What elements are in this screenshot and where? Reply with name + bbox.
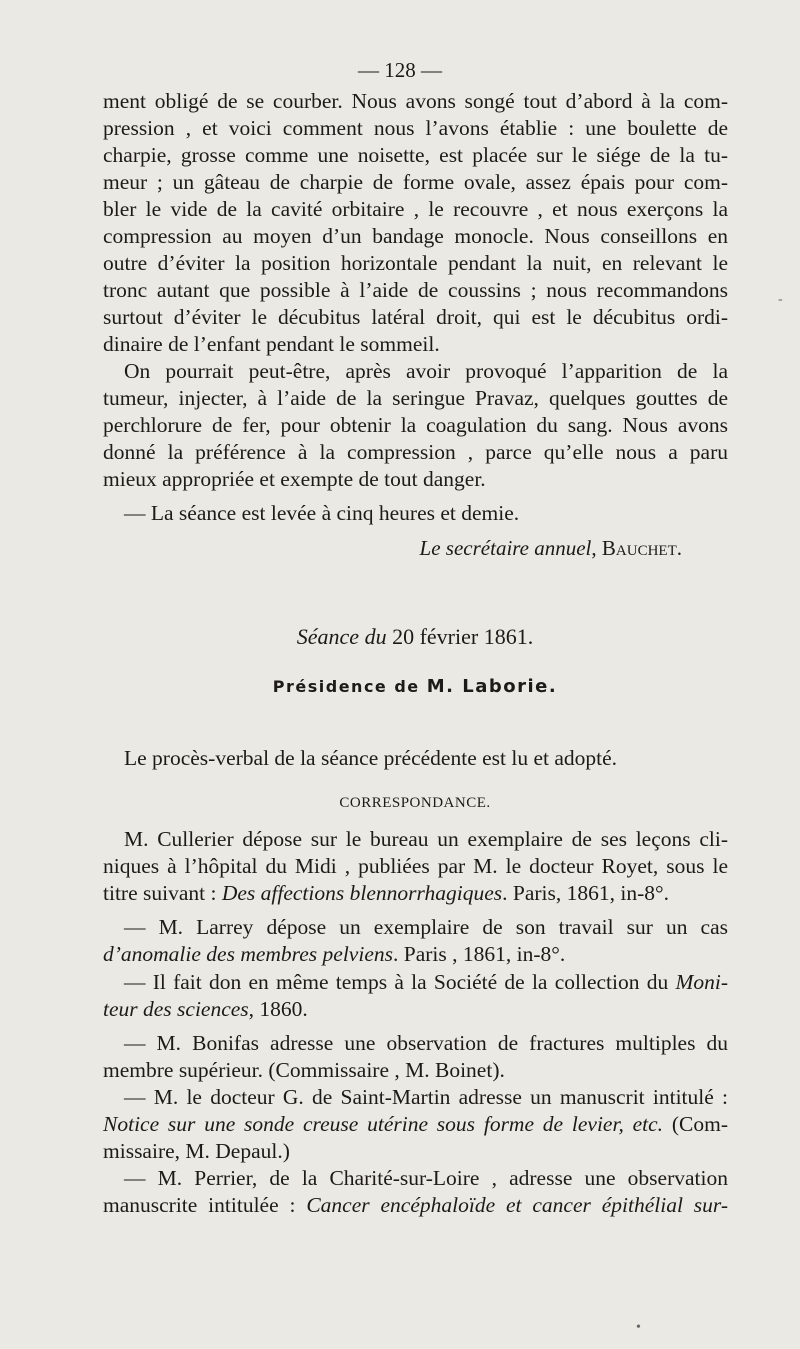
margin-mark: •: [636, 1320, 641, 1335]
corr-line: [103, 1111, 728, 1137]
page-number: — 128 —: [358, 58, 442, 82]
session-prefix: Séance du: [296, 624, 387, 649]
minutes-adoption: Le procès-verbal de la séance précédente est lu et adopté.: [124, 746, 618, 770]
signature-title: Le secrétaire annuel: [419, 536, 592, 560]
session-heading: [0, 624, 800, 650]
corr-line: — M. le docteur G. de Saint-Martin adresse un manuscrit intitulé :: [124, 1085, 728, 1109]
line-text: . Paris , 1861, in-8°.: [392, 942, 566, 966]
text-line: On pourrait peut-être, après avoir provoqué l’apparition de la: [124, 359, 728, 383]
presidency-name: M. Laborie.: [426, 676, 558, 697]
corr-line: [103, 941, 728, 967]
corr-line: niques à l’hôpital du Midi , publiées par M. le docteur Royet, sous le: [103, 854, 728, 878]
text-line: tronc autant que possible à l’aide de coussins ; nous recommandons: [103, 278, 728, 302]
text-line: perchlorure de fer, pour obtenir la coagulation du sang. Nous avons: [103, 413, 728, 437]
journal-title: Moni-: [675, 970, 728, 994]
text-line: donné la préférence à la compression , parce qu’elle nous a paru: [103, 440, 728, 464]
text-line: compression au moyen d’un bandage monocle. Nous conseillons en: [103, 224, 728, 248]
text-line: charpie, grosse comme une noisette, est placée sur le siége de la tu-: [103, 143, 728, 167]
corr-line: [124, 969, 728, 995]
text-line: mieux appropriée et exempte de tout danger.: [103, 467, 486, 491]
notice-title: Notice sur une sonde creuse utérine sous forme de levier, etc.: [103, 1112, 664, 1136]
book-title: Des affections blennorrhagiques: [221, 881, 503, 905]
corr-line: membre supérieur. (Commissaire , M. Boinet).: [103, 1058, 505, 1082]
text-line: tumeur, injecter, à l’aide de la seringue Pravaz, quelques gouttes de: [103, 386, 728, 410]
corr-line: — M. Perrier, de la Charité-sur-Loire , adresse une observation: [124, 1166, 728, 1190]
corr-line: [103, 880, 728, 906]
text-line: ment obligé de se courber. Nous avons songé tout d’abord à la com-: [103, 89, 728, 113]
text-line: bler le vide de la cavité orbitaire , le recouvre , et nous exerçons la: [103, 197, 728, 221]
line-text: titre suivant :: [103, 881, 222, 905]
observation-title: Cancer encéphaloïde et cancer épithélial sur-: [306, 1193, 728, 1217]
corr-line: — M. Bonifas adresse une observation de fractures multiples du: [124, 1031, 728, 1055]
corr-line: [103, 996, 728, 1022]
corr-line: missaire, M. Depaul.): [103, 1139, 290, 1163]
line-text: , 1860.: [248, 997, 308, 1021]
session-date: 20 février 1861.: [392, 624, 534, 649]
text-line: outre d’éviter la position horizontale pendant la nuit, en relevant le: [103, 251, 728, 275]
line-text: . Paris, 1861, in-8°.: [502, 881, 669, 905]
text-line: surtout d’éviter le décubitus latéral droit, qui est le décubitus ordi-: [103, 305, 728, 329]
presidency-prefix: Présidence de: [272, 677, 420, 696]
margin-mark: -: [778, 292, 783, 307]
text-line: — La séance est levée à cinq heures et demie.: [124, 501, 520, 525]
line-text: (Com-: [663, 1112, 728, 1136]
text-line: dinaire de l’enfant pendant le sommeil.: [103, 332, 440, 356]
secretary-signature: Le secrétaire annuel, Bauchet.: [419, 536, 682, 560]
correspondance-heading: CORRESPONDANCE.: [339, 795, 491, 811]
corr-line: [103, 1192, 728, 1218]
line-text: — Il fait don en même temps à la Société de la collection du: [124, 970, 676, 994]
presidency-heading: [0, 676, 800, 697]
corr-line: M. Cullerier dépose sur le bureau un exemplaire de ses leçons cli-: [124, 827, 728, 851]
signature-name: Bauchet.: [601, 536, 682, 560]
journal-title: teur des sciences: [103, 997, 249, 1021]
text-line: meur ; un gâteau de charpie de forme ovale, assez épais pour com-: [103, 170, 728, 194]
line-text: manuscrite intitulée :: [103, 1193, 307, 1217]
work-title: d’anomalie des membres pelviens: [103, 942, 393, 966]
corr-line: — M. Larrey dépose un exemplaire de son travail sur un cas: [124, 915, 728, 939]
text-line: pression , et voici comment nous l’avons établie : une boulette de: [103, 116, 728, 140]
